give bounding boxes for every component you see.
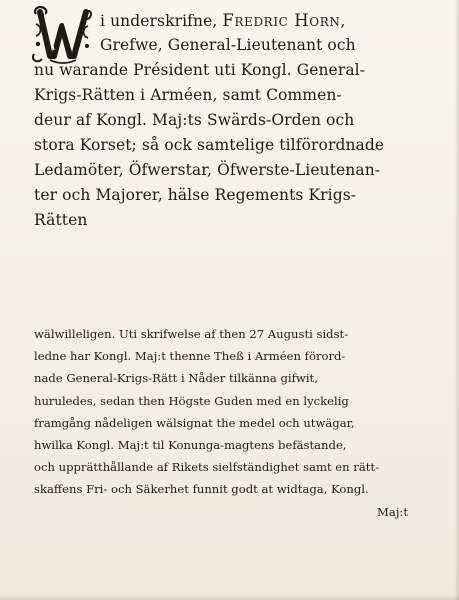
catchword: Maj:t [377, 504, 408, 519]
lead-line-5-text: deur af Kongl. Maj:ts Swärds-Orden och [34, 111, 355, 129]
lead-line-3-text: nu warande Président uti Kongl. General- [34, 61, 366, 79]
lead-line-1-text: i underskrifne, [100, 12, 223, 30]
body-line-4: huruledes, sedan then Högste Guden med en lyckelig [34, 393, 349, 408]
lead-line-8 [34, 183, 404, 208]
lead-line-9 [34, 208, 404, 233]
signatory-name: Fredric Horn [222, 11, 341, 30]
main-paragraph [34, 323, 408, 523]
lead-line-2-text: Grefwe, General-Lieutenant och [100, 36, 356, 54]
lead-line-7 [34, 158, 404, 183]
lead-line-7-text: Ledamöter, Öfwerstar, Öfwerste-Lieutenan- [34, 161, 381, 179]
lead-line-8-text: ter och Majorer, hälse Regements Krigs- [34, 186, 357, 204]
scan-edge-bottom [0, 594, 459, 600]
lead-line-4-text: Krigs-Rätten i Arméen, samt Commen- [34, 86, 342, 104]
lead-line-3 [34, 58, 404, 83]
body-line-2: ledne har Kongl. Maj:t thenne Theß i Arméen förord- [34, 349, 346, 364]
lead-line-5 [34, 108, 404, 133]
body-line-5: framgång nådeligen wälsignat the medel och utwägar, [34, 415, 355, 430]
body-line-1: wälwilleligen. Uti skrifwelse af then 27 Augusti sidst- [34, 327, 349, 341]
lead-line-2 [34, 33, 404, 58]
body-line-7: och upprätthållande af Rikets sielfständighet samt en rätt- [34, 460, 379, 475]
lead-line-1-punct: , [340, 12, 346, 30]
scan-edge-right [455, 0, 459, 600]
opening-paragraph [34, 8, 404, 233]
lead-line-6-text: stora Korset; så ock samtelige tilförordnade [34, 136, 385, 154]
lead-line-4 [34, 83, 404, 108]
body-line-3: nade General-Krigs-Rätt i Nåder tilkänna gifwit, [34, 371, 318, 386]
lead-line-1 [34, 8, 404, 33]
lead-line-9-text: Rätten [34, 211, 88, 229]
lead-line-6 [34, 133, 404, 158]
body-line-6: hwilka Kongl. Maj:t til Konunga-magtens befästande, [34, 437, 347, 452]
body-line-8: skaffens Fri- och Säkerhet funnit godt at widtaga, Kongl. [34, 482, 369, 497]
